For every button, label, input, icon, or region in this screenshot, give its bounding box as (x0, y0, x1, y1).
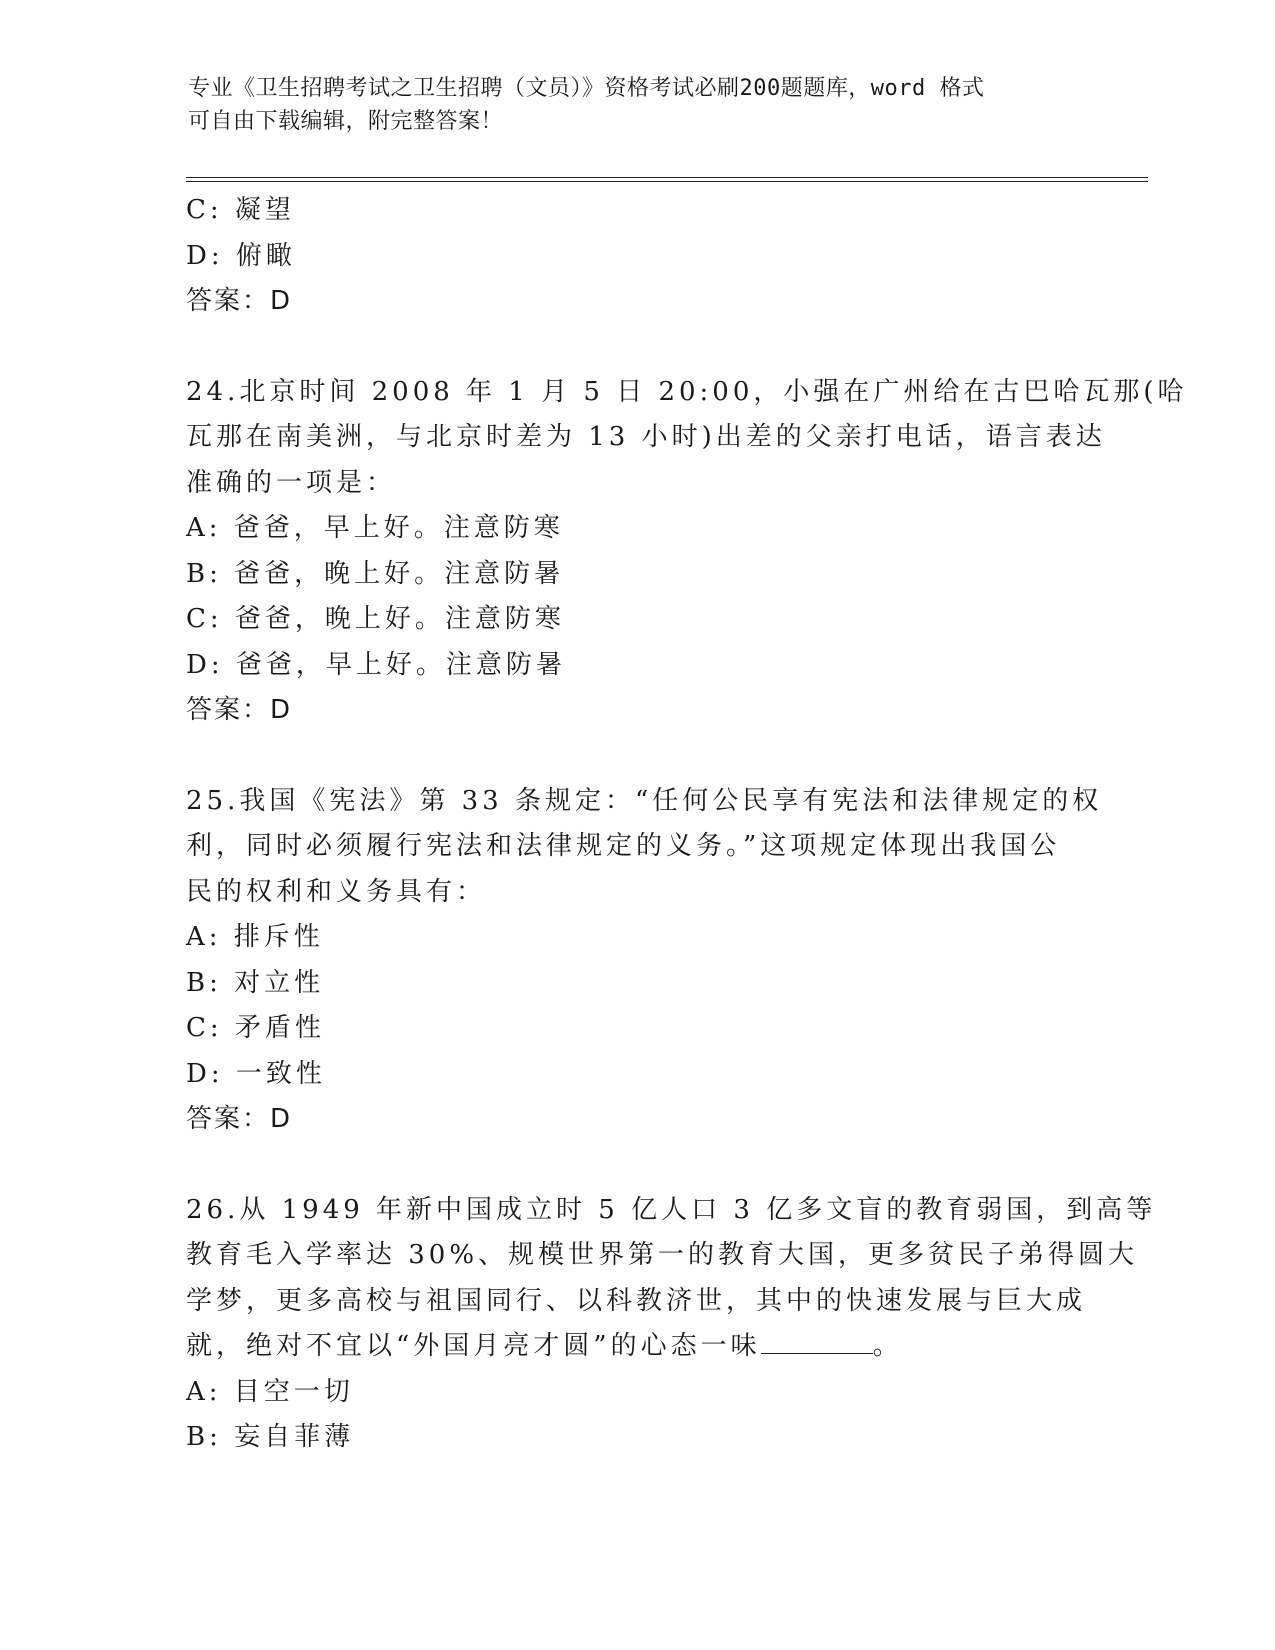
header-divider-top (186, 177, 1148, 178)
option-c: C: 矛盾性 (186, 1013, 325, 1043)
option-c: C: 爸爸，晚上好。注意防寒 (186, 604, 565, 634)
spacer (186, 1143, 1086, 1188)
option-c: C: 凝望 (186, 195, 295, 225)
option-d: D: 俯瞰 (186, 240, 296, 271)
question-list (186, 188, 1188, 1461)
option-b: B: 对立性 (186, 967, 325, 998)
document-header (188, 72, 1068, 138)
question-text-segment: 就，绝对不宜以“外国月亮才圆”的心态一味 (186, 1331, 761, 1361)
question-24 (186, 370, 1188, 734)
option-a: A: 排斥性 (186, 922, 324, 952)
question-text-line: 瓦那在南美洲，与北京时差为 13 小时)出差的父亲打电话，语言表达 (186, 422, 1106, 452)
answer-label: 答案：D (186, 1104, 293, 1134)
header-divider-bottom (186, 181, 1148, 182)
question-text-line: 教育毛入学率达 30%、规模世界第一的教育大国，更多贫民子弟得圆大 (186, 1240, 1139, 1270)
question-text-line: 26.从 1949 年新中国成立时 5 亿人口 3 亿多文盲的教育弱国，到高等 (186, 1194, 1157, 1225)
question-text-line: 民的权利和义务具有： (186, 876, 487, 907)
option-d: D: 爸爸，早上好。注意防暑 (186, 649, 566, 680)
spacer (186, 325, 1086, 370)
question-23-tail (186, 188, 1086, 325)
spacer (186, 734, 1086, 779)
option-b: B: 爸爸，晚上好。注意防暑 (186, 558, 565, 589)
header-title-line2: 可自由下载编辑，附完整答案！ (188, 109, 504, 134)
question-25 (186, 779, 1103, 1143)
answer-label: 答案：D (186, 695, 293, 725)
header-title-line1: 专业《卫生招聘考试之卫生招聘（文员）》资格考试必刷200题题库，word 格式 (188, 76, 985, 101)
question-text-line: 24.北京时间 2008 年 1 月 5 日 20:00，小强在广州给在古巴哈瓦那(哈 (186, 376, 1188, 407)
answer-label: 答案：D (186, 286, 293, 316)
question-text-line: 准确的一项是： (186, 467, 397, 498)
question-text-line: 25.我国《宪法》第 33 条规定：“任何公民享有宪法和法律规定的权 (186, 785, 1103, 816)
option-b: B: 妄自菲薄 (186, 1422, 355, 1452)
option-a: A: 目空一切 (186, 1376, 354, 1407)
fill-in-blank (761, 1325, 873, 1354)
question-text-line: 利，同时必须履行宪法和法律规定的义务。”这项规定体现出我国公 (186, 831, 1061, 861)
option-d: D: 一致性 (186, 1058, 326, 1089)
question-text-line: 学梦，更多高校与祖国同行、以科教济世，其中的快速发展与巨大成 (186, 1285, 1087, 1316)
option-a: A: 爸爸，早上好。注意防寒 (186, 513, 564, 543)
question-26 (186, 1188, 1157, 1461)
question-text-segment: 。 (872, 1331, 903, 1361)
question-text-line (186, 1324, 1086, 1370)
